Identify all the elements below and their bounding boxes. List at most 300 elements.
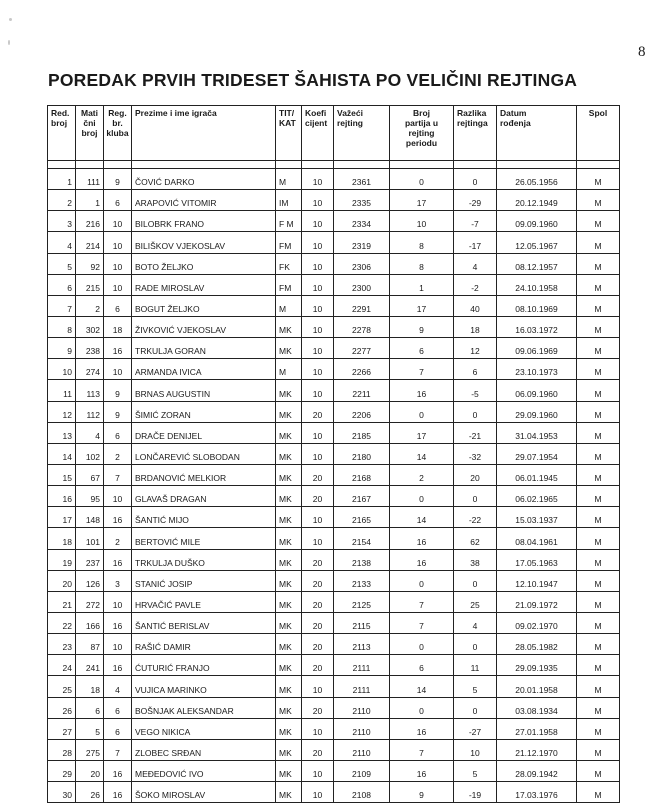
table-row — [48, 253, 620, 274]
table-cell: 2115 — [334, 612, 390, 633]
table-cell: MK — [276, 676, 302, 697]
table-cell: 17.05.1963 — [497, 549, 577, 570]
table-cell: M — [577, 422, 620, 443]
table-cell: 29 — [48, 760, 76, 781]
table-cell: 0 — [454, 486, 497, 507]
table-cell: 26.05.1956 — [497, 169, 577, 190]
table-cell: 10 — [48, 359, 76, 380]
table-cell: 4 — [104, 676, 132, 697]
table-cell: 9 — [390, 316, 454, 337]
table-cell: M — [577, 169, 620, 190]
table-cell: 2185 — [334, 422, 390, 443]
table-cell: 113 — [76, 380, 104, 401]
table-cell: MK — [276, 507, 302, 528]
table-cell: MK — [276, 655, 302, 676]
table-cell: 0 — [454, 697, 497, 718]
table-cell: 09.06.1969 — [497, 338, 577, 359]
table-cell: 101 — [76, 528, 104, 549]
table-cell: -17 — [454, 232, 497, 253]
table-cell: 0 — [390, 486, 454, 507]
table-cell: 10 — [104, 253, 132, 274]
table-cell: 10 — [302, 380, 334, 401]
table-cell: 6 — [454, 359, 497, 380]
table-cell: DRAČE DENIJEL — [132, 422, 276, 443]
table-cell: MEĐEDOVIĆ IVO — [132, 760, 276, 781]
table-cell: IM — [276, 190, 302, 211]
table-row — [48, 401, 620, 422]
table-cell: MK — [276, 528, 302, 549]
column-header: Broj partija u rejting periodu — [404, 108, 439, 148]
table-cell: 2278 — [334, 316, 390, 337]
table-cell: MK — [276, 760, 302, 781]
table-cell: M — [577, 295, 620, 316]
table-cell: 2361 — [334, 169, 390, 190]
table-cell: 2109 — [334, 760, 390, 781]
table-row — [48, 655, 620, 676]
column-header: TIT/ KAT — [279, 108, 296, 128]
table-cell: 12 — [48, 401, 76, 422]
table-cell: -27 — [454, 718, 497, 739]
table-cell: VEGO NIKICA — [132, 718, 276, 739]
table-cell: 3 — [104, 570, 132, 591]
table-cell: 11 — [48, 380, 76, 401]
table-cell: 0 — [454, 570, 497, 591]
table-cell: 10 — [302, 338, 334, 359]
table-cell: 2300 — [334, 274, 390, 295]
table-cell: M — [577, 760, 620, 781]
table-cell: 2206 — [334, 401, 390, 422]
scan-speck — [8, 40, 10, 45]
table-cell: M — [577, 612, 620, 633]
table-cell: 7 — [390, 591, 454, 612]
table-cell: 10 — [302, 295, 334, 316]
table-cell: 17 — [390, 295, 454, 316]
table-cell: M — [577, 591, 620, 612]
table-row — [48, 760, 620, 781]
table-cell: 08.10.1969 — [497, 295, 577, 316]
table-cell: 215 — [76, 274, 104, 295]
table-cell: 10 — [302, 253, 334, 274]
table-cell: MK — [276, 401, 302, 422]
table-cell: 16 — [390, 528, 454, 549]
table-cell: MK — [276, 443, 302, 464]
table-cell: 20 — [302, 570, 334, 591]
table-cell: 10 — [302, 232, 334, 253]
table-cell: 2154 — [334, 528, 390, 549]
table-cell: 2111 — [334, 676, 390, 697]
table-cell: 18 — [104, 316, 132, 337]
table-cell: 20 — [302, 401, 334, 422]
table-cell: 2110 — [334, 739, 390, 760]
table-cell: 27 — [48, 718, 76, 739]
table-cell: ŠIMIĆ ZORAN — [132, 401, 276, 422]
table-cell: 40 — [454, 295, 497, 316]
table-cell: 25 — [454, 591, 497, 612]
table-cell: 23 — [48, 634, 76, 655]
table-cell: M — [577, 655, 620, 676]
column-header: Koefi cijent — [305, 108, 328, 128]
table-cell: 237 — [76, 549, 104, 570]
table-cell: HRVAČIĆ PAVLE — [132, 591, 276, 612]
table-cell: ARMANDA IVICA — [132, 359, 276, 380]
table-row — [48, 443, 620, 464]
table-cell: -21 — [454, 422, 497, 443]
table-cell: 0 — [454, 169, 497, 190]
table-cell: M — [577, 718, 620, 739]
table-cell: 08.12.1957 — [497, 253, 577, 274]
table-cell: 102 — [76, 443, 104, 464]
table-cell: BOŠNJAK ALEKSANDAR — [132, 697, 276, 718]
table-row — [48, 169, 620, 190]
table-cell: M — [276, 295, 302, 316]
table-cell: 16 — [104, 338, 132, 359]
table-cell: 14 — [390, 676, 454, 697]
table-cell: 10 — [302, 760, 334, 781]
table-cell: 8 — [390, 232, 454, 253]
table-cell: BOTO ŽELJKO — [132, 253, 276, 274]
table-cell: 4 — [76, 422, 104, 443]
table-cell: 2108 — [334, 782, 390, 803]
table-cell: 1 — [48, 169, 76, 190]
table-cell: 6 — [48, 274, 76, 295]
table-row — [48, 359, 620, 380]
table-cell: ŠANTIĆ MIJO — [132, 507, 276, 528]
table-cell: 20 — [48, 570, 76, 591]
table-cell: 272 — [76, 591, 104, 612]
table-cell: 2167 — [334, 486, 390, 507]
table-cell: M — [577, 507, 620, 528]
column-header: Red. broj — [51, 108, 70, 128]
table-cell: 6 — [104, 190, 132, 211]
table-cell: BILOBRK FRANO — [132, 211, 276, 232]
column-header: Važeći rejting — [337, 108, 363, 128]
table-cell: 2110 — [334, 718, 390, 739]
table-cell: 31.04.1953 — [497, 422, 577, 443]
table-cell: ŽIVKOVIĆ VJEKOSLAV — [132, 316, 276, 337]
table-cell: 7 — [390, 359, 454, 380]
table-cell: MK — [276, 591, 302, 612]
table-cell: 16 — [390, 760, 454, 781]
table-cell: 25 — [48, 676, 76, 697]
table-cell: 126 — [76, 570, 104, 591]
table-cell: 241 — [76, 655, 104, 676]
table-row — [48, 190, 620, 211]
table-cell: 0 — [454, 401, 497, 422]
table-cell: 67 — [76, 464, 104, 485]
table-cell: 10 — [302, 169, 334, 190]
table-cell: 302 — [76, 316, 104, 337]
table-cell: 6 — [104, 422, 132, 443]
table-cell: MK — [276, 718, 302, 739]
table-cell: M — [577, 570, 620, 591]
table-row — [48, 570, 620, 591]
table-row — [48, 718, 620, 739]
table-cell: F M — [276, 211, 302, 232]
table-cell: 27.01.1958 — [497, 718, 577, 739]
table-cell: FM — [276, 232, 302, 253]
table-cell: 10 — [302, 359, 334, 380]
table-cell: FK — [276, 253, 302, 274]
table-cell: M — [577, 739, 620, 760]
table-cell: 0 — [390, 169, 454, 190]
table-cell: 10 — [390, 211, 454, 232]
table-cell: 21 — [48, 591, 76, 612]
table-cell: 62 — [454, 528, 497, 549]
table-cell: 2335 — [334, 190, 390, 211]
table-cell: 7 — [390, 612, 454, 633]
table-cell: 10 — [302, 443, 334, 464]
table-cell: TRKULJA GORAN — [132, 338, 276, 359]
table-cell: 17 — [390, 422, 454, 443]
table-cell: 2266 — [334, 359, 390, 380]
table-cell: M — [577, 253, 620, 274]
table-cell: 6 — [104, 295, 132, 316]
table-cell: 29.07.1954 — [497, 443, 577, 464]
table-body — [48, 161, 620, 803]
table-cell: 16.03.1972 — [497, 316, 577, 337]
table-cell: 0 — [390, 697, 454, 718]
table-cell: TRKULJA DUŠKO — [132, 549, 276, 570]
table-cell: 20 — [302, 612, 334, 633]
table-cell: M — [577, 634, 620, 655]
table-cell: 92 — [76, 253, 104, 274]
table-row — [48, 676, 620, 697]
table-cell: 2277 — [334, 338, 390, 359]
table-cell: -32 — [454, 443, 497, 464]
table-cell: 20 — [302, 486, 334, 507]
table-cell: VUJICA MARINKO — [132, 676, 276, 697]
table-cell: 16 — [104, 612, 132, 633]
table-cell: 4 — [454, 253, 497, 274]
table-cell: 238 — [76, 338, 104, 359]
table-cell: 29.09.1960 — [497, 401, 577, 422]
table-cell: 30 — [48, 782, 76, 803]
table-row — [48, 274, 620, 295]
table-cell: STANIĆ JOSIP — [132, 570, 276, 591]
table-cell: 5 — [48, 253, 76, 274]
table-cell: -2 — [454, 274, 497, 295]
column-header: Datum rođenja — [500, 108, 531, 128]
table-cell: 21.09.1972 — [497, 591, 577, 612]
table-cell: M — [577, 528, 620, 549]
table-cell: 22 — [48, 612, 76, 633]
table-cell: 2110 — [334, 697, 390, 718]
table-cell: 2 — [390, 464, 454, 485]
table-cell: -29 — [454, 190, 497, 211]
table-cell: 3 — [48, 211, 76, 232]
table-cell: 9 — [104, 169, 132, 190]
table-cell: 5 — [454, 760, 497, 781]
table-cell: 2 — [48, 190, 76, 211]
table-cell: 10 — [104, 232, 132, 253]
table-cell: M — [577, 464, 620, 485]
table-cell: 24.10.1958 — [497, 274, 577, 295]
table-cell: MK — [276, 570, 302, 591]
table-cell: RAŠIĆ DAMIR — [132, 634, 276, 655]
table-cell: 20 — [302, 591, 334, 612]
table-cell: 26 — [48, 697, 76, 718]
scan-speck — [9, 18, 12, 21]
table-cell: 16 — [104, 760, 132, 781]
table-row — [48, 316, 620, 337]
table-cell: 2168 — [334, 464, 390, 485]
table-cell: ĆUTURIĆ FRANJO — [132, 655, 276, 676]
table-cell: M — [577, 274, 620, 295]
table-cell: 2133 — [334, 570, 390, 591]
table-cell: MK — [276, 486, 302, 507]
table-cell: MK — [276, 316, 302, 337]
table-cell: 14 — [390, 443, 454, 464]
table-cell: 16 — [104, 507, 132, 528]
table-cell: 17 — [390, 190, 454, 211]
table-cell: 9 — [104, 380, 132, 401]
table-cell: MK — [276, 549, 302, 570]
table-cell: 18 — [454, 316, 497, 337]
table-cell: M — [577, 782, 620, 803]
table-cell: M — [577, 401, 620, 422]
table-cell: 16 — [390, 718, 454, 739]
table-cell: MK — [276, 380, 302, 401]
table-cell: 11 — [454, 655, 497, 676]
table-cell: MK — [276, 338, 302, 359]
table-cell: 0 — [454, 634, 497, 655]
table-cell: -22 — [454, 507, 497, 528]
table-cell: 2113 — [334, 634, 390, 655]
table-cell: 10 — [302, 422, 334, 443]
table-cell: 6 — [390, 655, 454, 676]
table-cell: MK — [276, 422, 302, 443]
table-cell: MK — [276, 634, 302, 655]
table-cell: 16 — [48, 486, 76, 507]
table-cell: 2111 — [334, 655, 390, 676]
table-cell: 20 — [302, 464, 334, 485]
table-cell: 10 — [302, 718, 334, 739]
table-row — [48, 739, 620, 760]
table-cell: 4 — [48, 232, 76, 253]
table-cell: 7 — [390, 739, 454, 760]
table-cell: 0 — [390, 570, 454, 591]
table-cell: 14 — [390, 507, 454, 528]
table-cell: 148 — [76, 507, 104, 528]
table-cell: 09.09.1960 — [497, 211, 577, 232]
table-cell: M — [577, 232, 620, 253]
page-number: 8 — [638, 44, 646, 60]
table-cell: 2306 — [334, 253, 390, 274]
table-cell: 10 — [302, 190, 334, 211]
table-cell: 06.01.1945 — [497, 464, 577, 485]
column-header: Reg. br. kluba — [106, 108, 129, 138]
table-cell: M — [577, 697, 620, 718]
table-cell: 16 — [104, 549, 132, 570]
table-cell: 7 — [48, 295, 76, 316]
table-cell: 12 — [454, 338, 497, 359]
table-cell: 10 — [302, 274, 334, 295]
table-cell: 9 — [48, 338, 76, 359]
table-cell: 19 — [48, 549, 76, 570]
table-cell: 2165 — [334, 507, 390, 528]
table-cell: 18 — [48, 528, 76, 549]
table-cell: 10 — [302, 528, 334, 549]
table-cell: 8 — [48, 316, 76, 337]
table-cell: M — [577, 443, 620, 464]
table-cell: 10 — [104, 359, 132, 380]
table-cell: 10 — [454, 739, 497, 760]
table-cell: 275 — [76, 739, 104, 760]
table-cell: BOGUT ŽELJKO — [132, 295, 276, 316]
table-cell: 2334 — [334, 211, 390, 232]
table-cell: 112 — [76, 401, 104, 422]
table-cell: MK — [276, 697, 302, 718]
table-cell: 06.02.1965 — [497, 486, 577, 507]
table-cell: 2 — [76, 295, 104, 316]
table-cell: 0 — [390, 634, 454, 655]
table-cell: 20.12.1949 — [497, 190, 577, 211]
table-cell: 9 — [390, 782, 454, 803]
table-cell: 20 — [302, 634, 334, 655]
column-header: Spol — [588, 108, 608, 118]
table-cell: 10 — [104, 211, 132, 232]
table-cell: 6 — [76, 697, 104, 718]
table-cell: 10 — [104, 634, 132, 655]
table-cell: 2291 — [334, 295, 390, 316]
table-cell: 10 — [302, 211, 334, 232]
table-cell: 8 — [390, 253, 454, 274]
table-cell: 2138 — [334, 549, 390, 570]
table-cell: -5 — [454, 380, 497, 401]
table-cell: ČOVIĆ DARKO — [132, 169, 276, 190]
column-header: Prezime i ime igrača — [135, 108, 217, 118]
table-header-row — [48, 106, 620, 161]
table-cell: 24 — [48, 655, 76, 676]
table-cell: 87 — [76, 634, 104, 655]
table-cell: 95 — [76, 486, 104, 507]
table-cell: M — [577, 316, 620, 337]
table-cell: BRNAS AUGUSTIN — [132, 380, 276, 401]
table-cell: 12.10.1947 — [497, 570, 577, 591]
table-cell: M — [276, 169, 302, 190]
table-cell: 1 — [390, 274, 454, 295]
table-cell: 7 — [104, 464, 132, 485]
table-cell: M — [577, 486, 620, 507]
table-cell: 20 — [302, 739, 334, 760]
table-cell: MK — [276, 782, 302, 803]
table-row — [48, 422, 620, 443]
table-cell: MK — [276, 464, 302, 485]
table-cell: 20 — [302, 655, 334, 676]
table-cell: MK — [276, 739, 302, 760]
table-cell: 9 — [104, 401, 132, 422]
table-cell: MK — [276, 612, 302, 633]
table-row — [48, 295, 620, 316]
table-cell: M — [577, 549, 620, 570]
table-cell: 09.02.1970 — [497, 612, 577, 633]
table-cell: 6 — [104, 718, 132, 739]
table-cell: -19 — [454, 782, 497, 803]
table-cell: 166 — [76, 612, 104, 633]
table-cell: BRDANOVIĆ MELKIOR — [132, 464, 276, 485]
table-row — [48, 591, 620, 612]
table-cell: 29.09.1935 — [497, 655, 577, 676]
table-cell: 0 — [390, 401, 454, 422]
table-cell: 38 — [454, 549, 497, 570]
table-cell: 26 — [76, 782, 104, 803]
table-cell: 28.05.1982 — [497, 634, 577, 655]
table-cell: 216 — [76, 211, 104, 232]
table-cell: 20 — [302, 549, 334, 570]
table-cell: 2125 — [334, 591, 390, 612]
column-header: Mati čni broj — [81, 108, 98, 138]
table-cell: 2211 — [334, 380, 390, 401]
